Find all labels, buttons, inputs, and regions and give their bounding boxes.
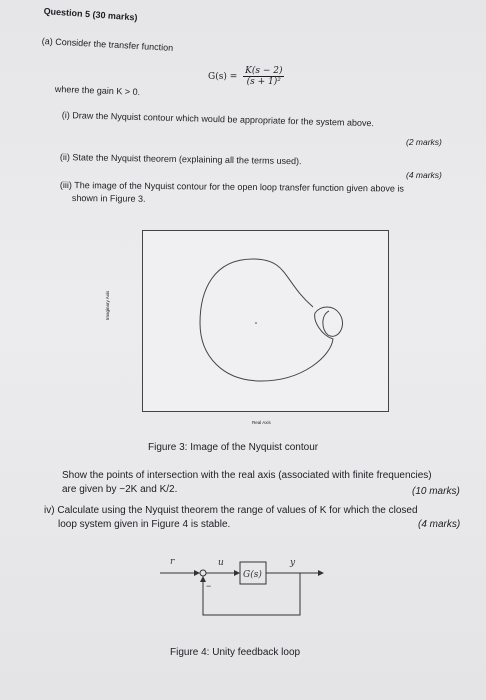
figure-4-caption: Figure 4: Unity feedback loop [170, 647, 301, 658]
item-ii-marks: (4 marks) [406, 170, 442, 180]
item-i: (i) Draw the Nyquist contour which would be appropriate for the system above. [61, 110, 375, 129]
item-i-marks: (2 marks) [406, 137, 442, 147]
real-axis-label: Real Axis [252, 420, 271, 425]
part-iii-marks: (10 marks) [412, 486, 460, 497]
intersection-line-1: Show the points of intersection with the real axis (associated with finite frequencies) [62, 470, 432, 481]
input-arrowhead [194, 570, 200, 576]
part-iv-line-1: iv) Calculate using the Nyquist theorem the range of values of K for which the closed [44, 505, 418, 516]
item-iii: (iii) The image of the Nyquist contour for the open loop transfer function given above is [59, 180, 405, 194]
feedback-loop-svg [160, 555, 330, 635]
nyquist-curve-svg [143, 231, 388, 411]
intersection-line-2: are given by −2K and K/2. [62, 484, 178, 495]
item-ii: (ii) State the Nyquist theorem (explaining all the terms used). [59, 152, 302, 167]
minus-sign: − [206, 581, 212, 591]
u-label: u [218, 558, 224, 568]
feedback-loop-diagram [160, 555, 330, 640]
imaginary-axis-label: Imaginary Axis [105, 290, 110, 320]
nyquist-plot [142, 230, 389, 412]
y-label: y [290, 558, 296, 568]
r-label: r [170, 557, 175, 567]
plant-label: G(s) [243, 570, 262, 580]
figure-3-caption: Figure 3: Image of the Nyquist contour [148, 442, 319, 453]
summing-junction [200, 570, 206, 576]
gain-condition: where the gain K > 0. [54, 84, 141, 97]
origin-dot [255, 322, 257, 324]
tf-numerator: K(s − 2) [245, 66, 283, 76]
question-header: Question 5 (30 marks) [43, 6, 138, 23]
transfer-function-equation: G(s) = $\frac{K(s - 2)}{\text{(s + 1)²}}$ [208, 66, 283, 87]
nyquist-curve [200, 259, 343, 381]
part-iv-marks: (4 marks) [418, 519, 461, 530]
item-iii-cont: shown in Figure 3. [71, 193, 146, 204]
tf-fraction [243, 66, 284, 87]
u-arrowhead [234, 570, 240, 576]
tf-denominator: (s + 1)² [246, 77, 281, 87]
part-iv-line-2: loop system given in Figure 4 is stable. [58, 519, 231, 530]
output-arrowhead [318, 570, 324, 576]
part-a-intro: (a) Consider the transfer function [41, 36, 174, 53]
